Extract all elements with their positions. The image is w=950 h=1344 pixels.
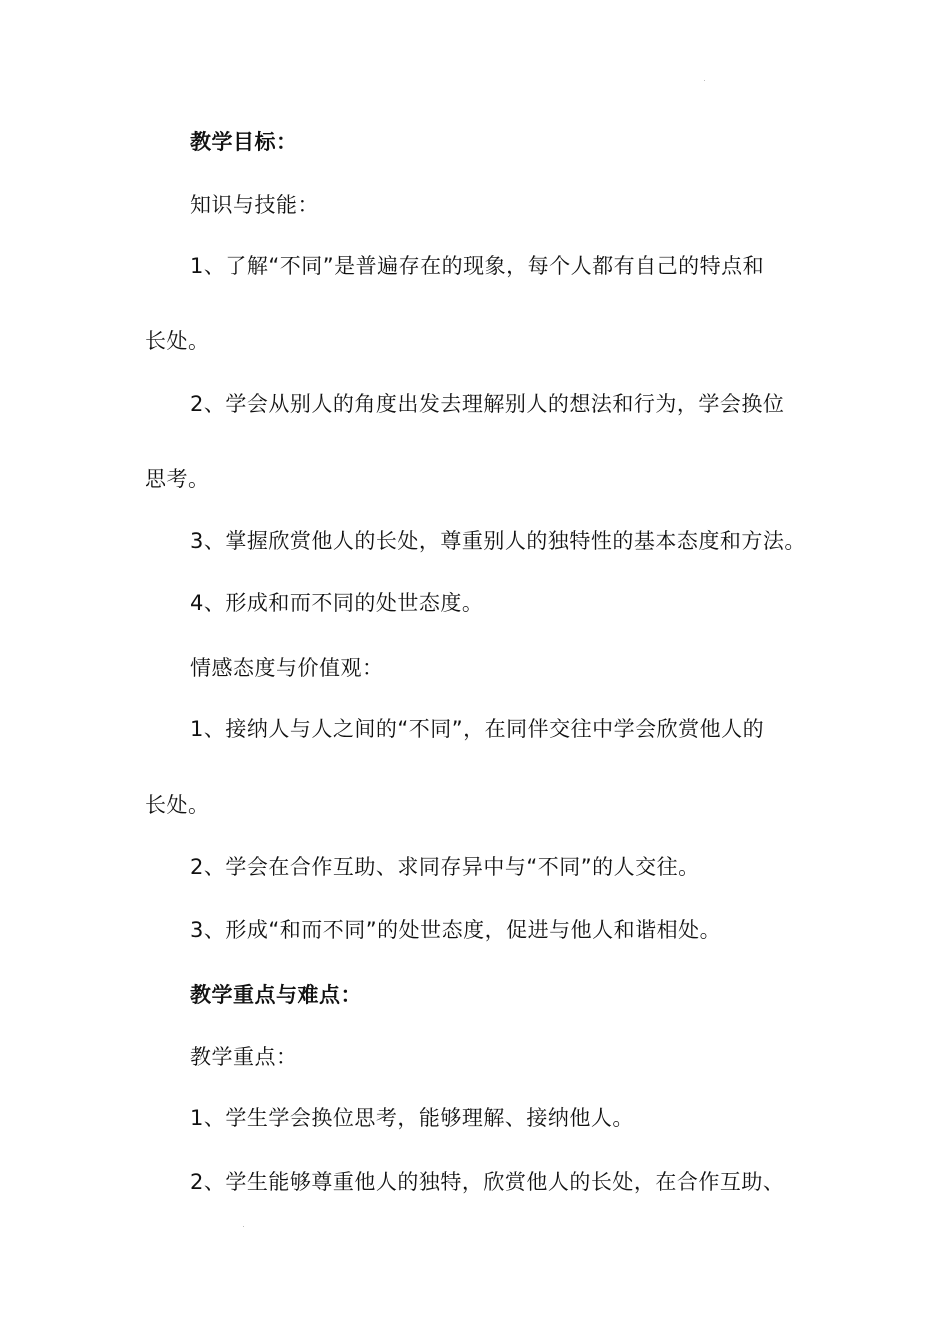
paragraph-line-continued: 长处。 <box>145 793 210 817</box>
subheading-knowledge-skills: 知识与技能： <box>190 193 319 217</box>
heading-key-difficult-points: 教学重点与难点： <box>190 983 362 1007</box>
paragraph-line: 3、掌握欣赏他人的长处，尊重别人的独特性的基本态度和方法。 <box>190 529 806 553</box>
paragraph-line: 2、学生能够尊重他人的独特，欣赏他人的长处，在合作互助、 <box>190 1170 785 1194</box>
paragraph-line: 1、学生学会换位思考，能够理解、接纳他人。 <box>190 1106 634 1130</box>
paragraph-line-continued: 长处。 <box>145 329 210 353</box>
heading-teaching-goals: 教学目标： <box>190 130 298 154</box>
subheading-teaching-focus: 教学重点： <box>190 1045 298 1069</box>
paragraph-line: 1、接纳人与人之间的“不同”，在同伴交往中学会欣赏他人的 <box>190 717 765 741</box>
paragraph-line: 2、学会在合作互助、求同存异中与“不同”的人交往。 <box>190 855 700 879</box>
paragraph-line: 3、形成“和而不同”的处世态度，促进与他人和谐相处。 <box>190 918 722 942</box>
subheading-emotional-values: 情感态度与价值观： <box>190 656 384 680</box>
paragraph-line-continued: 思考。 <box>145 467 210 491</box>
paragraph-line: 4、形成和而不同的处世态度。 <box>190 591 484 615</box>
scan-speck <box>704 80 705 81</box>
paragraph-line: 1、了解“不同”是普遍存在的现象，每个人都有自己的特点和 <box>190 254 765 278</box>
paragraph-line: 2、学会从别人的角度出发去理解别人的想法和行为，学会换位 <box>190 392 785 416</box>
scan-speck <box>243 1226 244 1227</box>
